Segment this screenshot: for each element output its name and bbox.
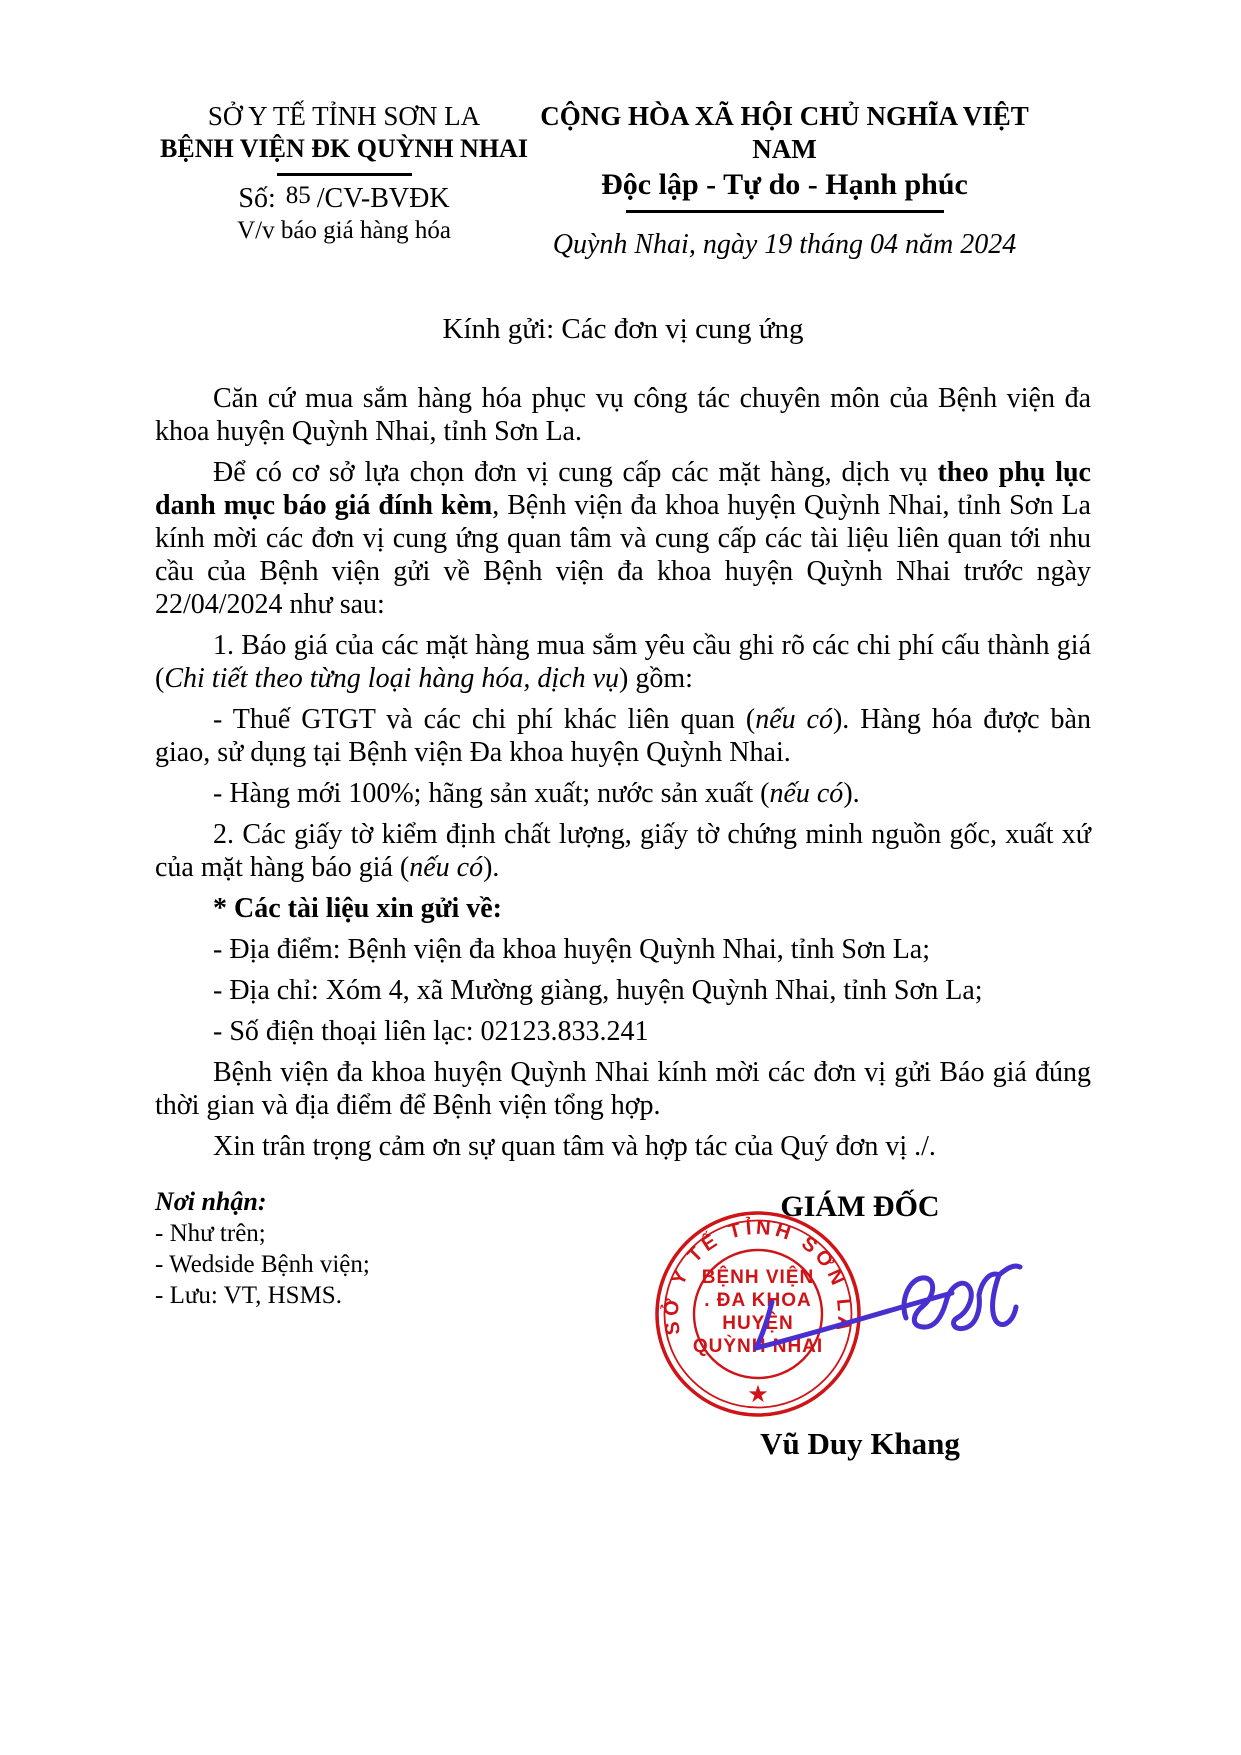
recipient-item: - Như trên; bbox=[155, 1220, 266, 1247]
official-stamp bbox=[620, 1190, 1040, 1452]
issuing-org-block bbox=[155, 100, 533, 261]
stamp-ring-text: SỞ Y TẾ TỈNH SƠN LA bbox=[660, 1216, 856, 1337]
signer-name: Vũ Duy Khang bbox=[760, 1426, 960, 1461]
paragraph-thanks: Xin trân trọng cảm ơn sự quan tâm và hợp tác của Quý đơn vị ./. bbox=[213, 1131, 936, 1162]
national-title: CỘNG HÒA XÃ HỘI CHỦ NGHĨA VIỆT NAM bbox=[540, 101, 1029, 164]
letterhead bbox=[155, 100, 1091, 261]
recipients-title: Nơi nhận: bbox=[155, 1187, 267, 1216]
org-parent-name: SỞ Y TẾ TỈNH SƠN LA bbox=[207, 101, 481, 131]
stamp-center-line-1: BỆNH VIỆN bbox=[701, 1267, 815, 1288]
paragraph-item-1: 1. Báo giá của các mặt hàng mua sắm yêu cầu ghi rõ các chi phí cấu thành giá (Chi tiết theo từng loại hàng hóa, dịch vụ) gồm: bbox=[155, 630, 1091, 694]
paragraph-phone: - Số điện thoại liên lạc: 02123.833.241 bbox=[213, 1016, 649, 1047]
national-motto-block bbox=[533, 100, 1091, 261]
paragraph-address-1: - Địa điểm: Bệnh viện đa khoa huyện Quỳnh Nhai, tỉnh Sơn La; bbox=[213, 934, 931, 965]
doc-number-value: 85 bbox=[285, 182, 311, 209]
recipients-block bbox=[155, 1186, 370, 1311]
paragraph-dash-vat: - Thuế GTGT và các chi phí khác liên quan (nếu có). Hàng hóa được bàn giao, sử dụng tại Bệnh viện Đa khoa huyện Quỳnh Nhai. bbox=[155, 704, 1091, 768]
stamp-center-line-3: HUYỆN bbox=[722, 1313, 794, 1334]
paragraph-item-2: 2. Các giấy tờ kiểm định chất lượng, giấy tờ chứng minh nguồn gốc, xuất xứ của mặt hàng báo giá (nếu có). bbox=[155, 819, 1091, 883]
doc-number-suffix: /CV-BVĐK bbox=[316, 183, 450, 214]
salutation: Kính gửi: Các đơn vị cung ứng bbox=[442, 313, 804, 345]
recipient-item: - Wedside Bệnh viện; bbox=[155, 1251, 370, 1278]
signer-title: GIÁM ĐỐC bbox=[780, 1190, 940, 1223]
motto-divider bbox=[626, 210, 944, 213]
recipient-item: - Lưu: VT, HSMS. bbox=[155, 1282, 342, 1309]
paragraph-address-2: - Địa chỉ: Xóm 4, xã Mường giàng, huyện Quỳnh Nhai, tỉnh Sơn La; bbox=[213, 975, 983, 1006]
doc-number-label: Số: bbox=[238, 183, 276, 214]
paragraph-deadline: Bệnh viện đa khoa huyện Quỳnh Nhai kính mời các đơn vị gửi Báo giá đúng thời gian và địa điểm để Bệnh viện tổng hợp. bbox=[155, 1057, 1091, 1121]
doc-subject: V/v báo giá hàng hóa bbox=[237, 217, 451, 244]
paragraph-dash-new: - Hàng mới 100%; hãng sản xuất; nước sản xuất (nếu có). bbox=[213, 778, 860, 809]
place-date-line: Quỳnh Nhai, ngày 19 tháng 04 năm 2024 bbox=[552, 229, 1017, 260]
paragraph-invitation: Để có cơ sở lựa chọn đơn vị cung cấp các mặt hàng, dịch vụ theo phụ lục danh mục báo giá đính kèm, Bệnh viện đa khoa huyện Quỳnh Nhai, tỉnh Sơn La kính mời các đơn vị cung ứng quan tâm và cung cấp các tài liệu liên quan tới nhu cầu của Bệnh viện gửi về Bệnh viện đa khoa huyện Quỳnh Nhai trước ngày 22/04/2024 như sau: bbox=[155, 457, 1091, 620]
stamp-center-line-4: QUỲNH NHAI bbox=[692, 1336, 824, 1357]
paragraph-docs-header: * Các tài liệu xin gửi về: bbox=[213, 893, 502, 924]
paragraph-basis: Căn cứ mua sắm hàng hóa phục vụ công tác chuyên môn của Bệnh viện đa khoa huyện Quỳnh Nhai, tỉnh Sơn La. bbox=[155, 383, 1091, 447]
org-name: BỆNH VIỆN ĐK QUỲNH NHAI bbox=[160, 134, 528, 163]
doc-number-line bbox=[155, 183, 533, 215]
star-icon: ★ bbox=[747, 1382, 769, 1408]
national-motto: Độc lập - Tự do - Hạnh phúc bbox=[601, 168, 968, 201]
letter-body bbox=[155, 382, 1091, 1163]
stamp-center-line-2: . ĐA KHOA bbox=[704, 1290, 812, 1311]
org-divider bbox=[277, 173, 412, 176]
